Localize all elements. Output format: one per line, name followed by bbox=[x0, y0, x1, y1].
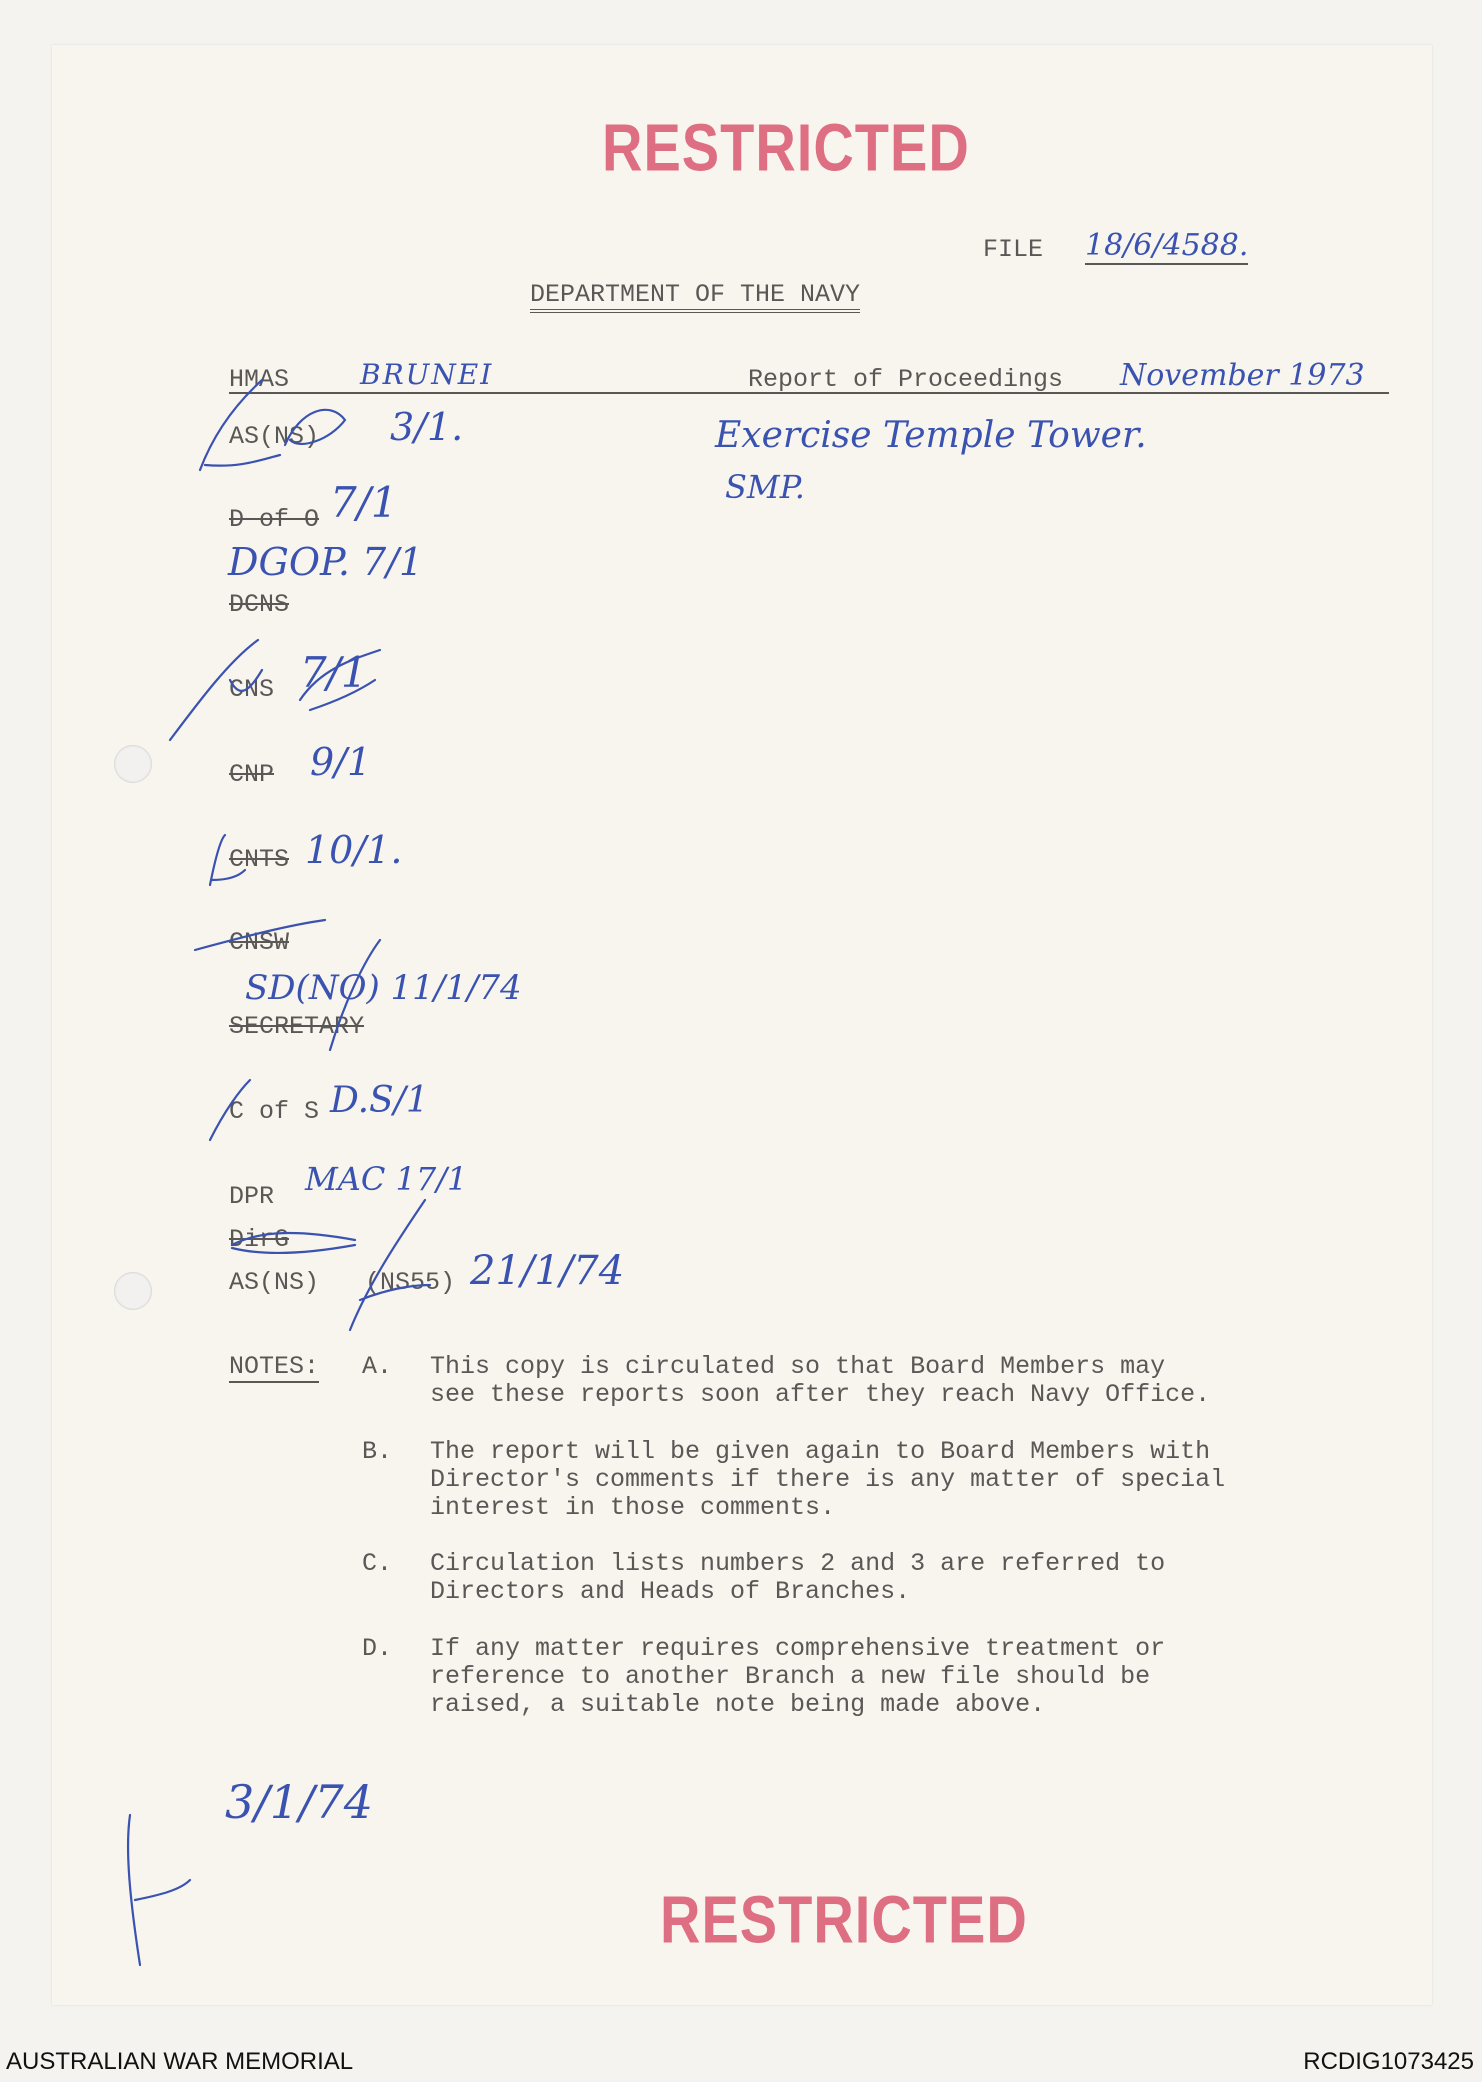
routing-label: AS(NS) bbox=[229, 422, 320, 451]
note-letter: C. bbox=[362, 1549, 393, 1578]
note-text: If any matter requires comprehensive treatment or bbox=[430, 1634, 1166, 1663]
note-letter: B. bbox=[362, 1437, 393, 1466]
ship-name: BRUNEI bbox=[360, 358, 494, 391]
note-text: The report will be given again to Board Members with bbox=[430, 1437, 1211, 1466]
routing-annotation: 7/1 bbox=[330, 478, 398, 527]
routing-annotation: 21/1/74 bbox=[470, 1248, 625, 1294]
file-number: 18/6/4588. bbox=[1085, 228, 1249, 263]
routing-label: C of S bbox=[229, 1097, 320, 1126]
bottom-annotation: 3/1/74 bbox=[225, 1775, 374, 1829]
restricted-stamp-bottom: RESTRICTED bbox=[660, 1881, 1028, 1957]
note-text: raised, a suitable note being made above. bbox=[430, 1690, 1046, 1719]
routing-label: DirG bbox=[229, 1225, 290, 1254]
routing-annotation: 9/1 bbox=[310, 740, 372, 784]
subject-line-2: SMP. bbox=[725, 468, 805, 506]
routing-annotation: 7/1 bbox=[300, 648, 368, 697]
routing-annotation: MAC 17/1 bbox=[305, 1160, 468, 1198]
notes-label: NOTES: bbox=[229, 1352, 320, 1381]
report-label: Report of Proceedings bbox=[748, 365, 1064, 394]
subject-line-1: Exercise Temple Tower. bbox=[715, 415, 1147, 456]
routing-annotation: 3/1. bbox=[390, 405, 464, 449]
routing-annotation: 10/1. bbox=[305, 828, 403, 872]
routing-label: DPR bbox=[229, 1182, 275, 1211]
routing-label: DCNS bbox=[229, 590, 290, 619]
routing-annotation: D.S/1 bbox=[330, 1080, 429, 1121]
routing-label: CNSW bbox=[229, 928, 290, 957]
note-letter: D. bbox=[362, 1634, 393, 1663]
routing-label: AS(NS) bbox=[229, 1268, 320, 1297]
note-text: This copy is circulated so that Board Members may bbox=[430, 1352, 1166, 1381]
note-text: reference to another Branch a new file should be bbox=[430, 1662, 1151, 1691]
footer-id: RCDIG1073425 bbox=[1303, 2048, 1474, 2075]
footer-source: AUSTRALIAN WAR MEMORIAL bbox=[6, 2048, 354, 2075]
routing-label: D of O bbox=[229, 505, 320, 534]
note-letter: A. bbox=[362, 1352, 393, 1381]
routing-annotation: SD(NO) 11/1/74 bbox=[245, 968, 522, 1008]
routing-annotation: DGOP. 7/1 bbox=[228, 540, 424, 584]
ship-prefix: HMAS bbox=[229, 365, 290, 394]
routing-label: CNS bbox=[229, 675, 275, 704]
routing-label: SECRETARY bbox=[229, 1012, 365, 1041]
file-label: FILE bbox=[983, 235, 1044, 264]
note-text: see these reports soon after they reach Navy Office. bbox=[430, 1380, 1211, 1409]
department-title: DEPARTMENT OF THE NAVY bbox=[530, 280, 860, 309]
note-text: Directors and Heads of Branches. bbox=[430, 1577, 911, 1606]
routing-label-secondary: (NS55) bbox=[365, 1268, 456, 1297]
note-text: interest in those comments. bbox=[430, 1493, 836, 1522]
note-text: Director's comments if there is any matter of special bbox=[430, 1465, 1226, 1494]
restricted-stamp-top: RESTRICTED bbox=[602, 109, 970, 185]
report-period: November 1973 bbox=[1120, 358, 1365, 393]
routing-label: CNP bbox=[229, 760, 275, 789]
note-text: Circulation lists numbers 2 and 3 are referred to bbox=[430, 1549, 1166, 1578]
routing-label: CNTS bbox=[229, 845, 290, 874]
